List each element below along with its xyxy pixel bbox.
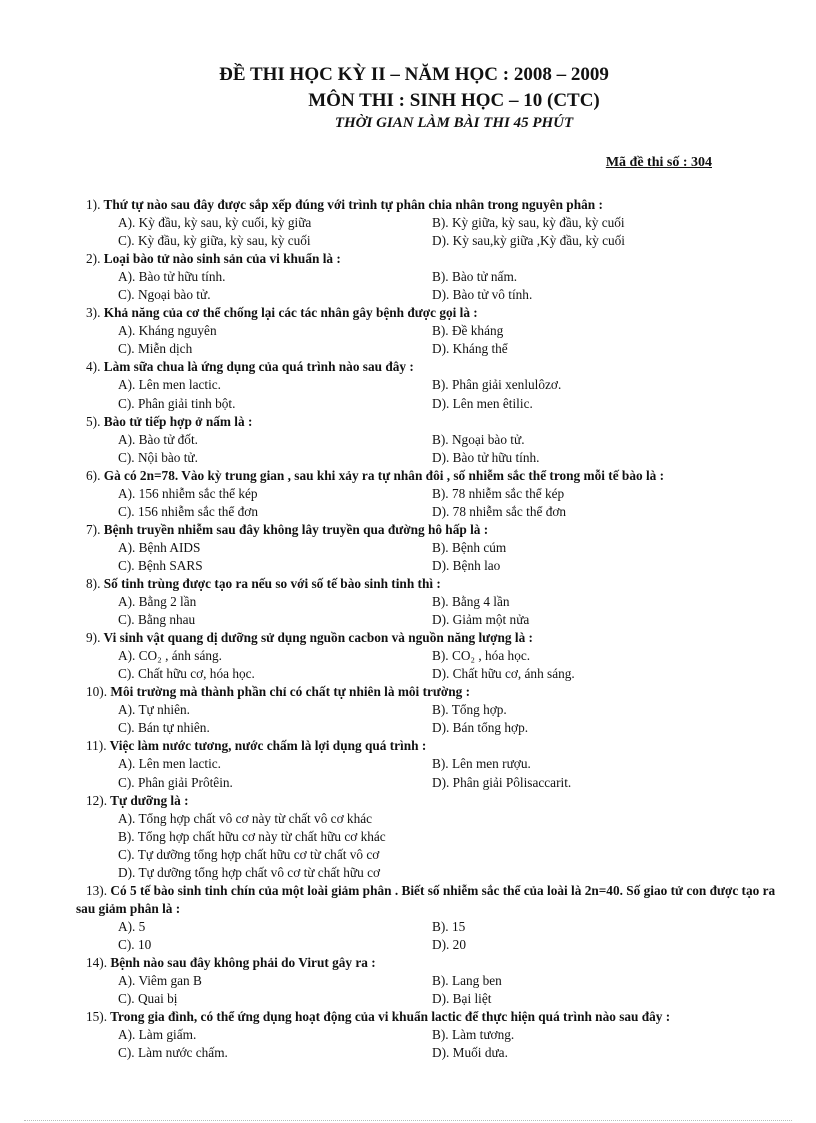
answer-option: B). Tổng hợp chất hữu cơ này từ chất hữu cơ khác: [118, 828, 386, 844]
question-number: 3).: [86, 305, 101, 321]
answer-option: D). Bệnh lao: [432, 557, 501, 573]
question-stem: Bào tử tiếp hợp ở nấm là :: [103, 413, 253, 429]
answer-option: D). Kháng thể: [432, 341, 508, 357]
question-number: 8).: [86, 575, 101, 591]
answer-option: B). Lên men rượu.: [432, 756, 531, 772]
question-stem: Số tinh trùng được tạo ra nếu so với số tế bào sinh tinh thì :: [103, 575, 441, 591]
question-number: 15).: [86, 1009, 108, 1025]
answer-option: C). Miễn dịch: [118, 341, 193, 357]
question-list: [76, 196, 786, 1062]
question-number: 1).: [86, 197, 101, 212]
answer-options: [86, 918, 786, 954]
answer-option: B). Đề kháng: [432, 323, 504, 339]
answer-option: D). 20: [432, 936, 466, 952]
answer-option: C). Kỳ đầu, kỳ giữa, kỳ sau, kỳ cuối: [118, 233, 311, 249]
question-stem: Loại bào tử nào sinh sản của vi khuẩn là :: [103, 251, 341, 267]
answer-option: C). Chất hữu cơ, hóa học.: [118, 666, 255, 682]
question-number: 9).: [86, 630, 101, 646]
page-bottom-divider: [24, 1120, 792, 1121]
question-stem: Trong gia đình, có thể ứng dụng hoạt động của vi khuẩn lactic để thực hiện quá trình nào sau đây :: [110, 1009, 671, 1025]
question-text: [86, 629, 786, 647]
question-text: [86, 792, 786, 810]
question-stem: Gà có 2n=78. Vào kỳ trung gian , sau khi xảy ra tự nhân đôi , số nhiễm sắc thể trong mỗi tế bào là :: [103, 467, 665, 483]
answer-option: D). Bào tử vô tính.: [432, 287, 533, 303]
answer-options: [86, 647, 786, 683]
question-item: [76, 882, 786, 954]
answer-option: A). Làm giấm.: [118, 1027, 197, 1043]
question-stem: Bệnh truyền nhiễm sau đây không lây truyền qua đường hô hấp là :: [103, 521, 489, 537]
exam-time: THỜI GIAN LÀM BÀI THI 45 PHÚT: [334, 115, 574, 131]
question-text: [86, 304, 786, 322]
question-stem: Tự dưỡng là :: [110, 792, 189, 808]
answer-options: [86, 431, 786, 467]
question-item: [86, 1008, 786, 1062]
question-number: 11).: [86, 738, 107, 754]
question-text: [86, 1008, 786, 1026]
question-text: [76, 882, 786, 918]
answer-options: [86, 268, 786, 304]
answer-option: A). 156 nhiễm sắc thể kép: [118, 485, 258, 501]
question-item: [86, 954, 786, 1008]
question-item: [86, 196, 786, 250]
answer-option: B). 15: [432, 918, 466, 934]
answer-option: C). Quai bị: [118, 991, 178, 1007]
answer-option: A). Kháng nguyên: [118, 323, 217, 339]
exam-title: ĐỀ THI HỌC KỲ II – NĂM HỌC : 2008 – 2009: [219, 64, 609, 85]
question-text: [86, 358, 786, 376]
question-stem: Vi sinh vật quang dị dưỡng sử dụng nguồn cacbon và nguồn năng lượng là :: [103, 630, 533, 646]
question-item: [86, 413, 786, 467]
answer-option: C). Bằng nhau: [118, 612, 196, 628]
answer-option: D). Kỳ sau,kỳ giữa ,Kỳ đầu, kỳ cuối: [432, 233, 625, 249]
question-stem: Làm sữa chua là ứng dụng của quá trình nào sau đây :: [103, 359, 414, 375]
question-item: [86, 737, 786, 791]
question-text: [86, 954, 786, 972]
answer-option: D). Lên men êtilic.: [432, 395, 533, 411]
answer-options: [86, 810, 786, 882]
answer-option: B). Phân giải xenlulôzơ.: [432, 377, 562, 393]
question-stem: Khả năng của cơ thể chống lại các tác nhân gây bệnh được gọi là :: [103, 305, 478, 321]
answer-option: D). Bại liệt: [432, 991, 492, 1007]
question-text: [86, 737, 786, 755]
question-item: [86, 575, 786, 629]
answer-options: [86, 701, 786, 737]
answer-option: A). Tổng hợp chất vô cơ này từ chất vô cơ khác: [118, 810, 373, 826]
answer-options: [86, 755, 786, 791]
answer-option: A). 5: [118, 918, 146, 934]
answer-option: C). 10: [118, 936, 152, 952]
answer-option: A). Bào tử đốt.: [118, 431, 198, 447]
answer-options: [86, 593, 786, 629]
answer-option: B). Kỳ giữa, kỳ sau, kỳ đầu, kỳ cuối: [432, 215, 625, 231]
question-item: [86, 792, 786, 882]
answer-option: D). Bán tổng hợp.: [432, 720, 529, 736]
answer-option: B). Bằng 4 lần: [432, 594, 510, 610]
answer-option: B). Tổng hợp.: [432, 702, 507, 718]
question-text: [86, 683, 786, 701]
question-item: [86, 521, 786, 575]
answer-option: A). Bào tử hữu tính.: [118, 269, 226, 285]
question-number: 10).: [86, 684, 108, 700]
answer-option: D). Chất hữu cơ, ánh sáng.: [432, 666, 575, 682]
answer-option: A). CO₂ , ánh sáng.: [118, 648, 222, 664]
answer-option: A). Tự nhiên.: [118, 702, 190, 718]
answer-option: C). Phân giải tinh bột.: [118, 395, 236, 411]
question-text: [86, 521, 786, 539]
answer-option: C). Bán tự nhiên.: [118, 720, 210, 736]
answer-option: C). Phân giải Prôtêin.: [118, 774, 233, 790]
answer-option: C). Tự dưỡng tổng hợp chất hữu cơ từ chất vô cơ: [118, 846, 380, 862]
answer-option: C). Bệnh SARS: [118, 557, 203, 573]
answer-options: [86, 539, 786, 575]
question-number: 2).: [86, 251, 101, 267]
answer-option: B). Lang ben: [432, 973, 502, 989]
question-text: [86, 196, 786, 214]
answer-option: A). Lên men lactic.: [118, 756, 222, 772]
answer-option: A). Kỳ đầu, kỳ sau, kỳ cuối, kỳ giữa: [118, 215, 312, 231]
exam-code: Mã đề thi số : 304: [605, 155, 712, 170]
answer-option: C). Ngoại bào tử.: [118, 287, 211, 303]
answer-option: D). Phân giải Pôlisaccarit.: [432, 774, 572, 790]
question-number: 7).: [86, 521, 101, 537]
answer-option: C). Làm nước chấm.: [118, 1045, 228, 1061]
answer-option: B). Bào tử nấm.: [432, 269, 518, 285]
answer-options: [86, 322, 786, 358]
answer-option: D). Muối dưa.: [432, 1045, 508, 1061]
question-item: [86, 629, 786, 683]
question-number: 6).: [86, 467, 101, 483]
question-item: [86, 683, 786, 737]
question-item: [86, 358, 786, 412]
answer-options: [86, 376, 786, 412]
question-item: [86, 304, 786, 358]
question-text: [86, 467, 786, 485]
question-stem: Có 5 tế bào sinh tinh chín của một loài giảm phân . Biết số nhiễm sắc thể của loài là 2n=40. Số giao tử con được tạo ra sau giảm phân là :: [76, 882, 776, 916]
question-number: 5).: [86, 413, 101, 429]
answer-option: C). Nội bào tử.: [118, 449, 198, 465]
answer-options: [86, 1026, 786, 1062]
answer-option: A). Viêm gan B: [118, 973, 202, 989]
answer-option: A). Lên men lactic.: [118, 377, 222, 393]
answer-options: [86, 214, 786, 250]
answer-option: B). Bệnh cúm: [432, 539, 507, 555]
answer-options: [86, 485, 786, 521]
answer-option: A). Bằng 2 lần: [118, 594, 197, 610]
question-text: [86, 413, 786, 431]
question-stem: Môi trường mà thành phần chỉ có chất tự nhiên là môi trường :: [110, 684, 471, 700]
question-stem: Việc làm nước tương, nước chấm là lợi dụng quá trình :: [109, 738, 427, 754]
question-stem: Bệnh nào sau đây không phải do Virut gây ra :: [110, 954, 376, 970]
answer-option: B). Làm tương.: [432, 1027, 515, 1043]
answer-option: D). 78 nhiễm sắc thể đơn: [432, 503, 567, 519]
question-item: [86, 250, 786, 304]
answer-option: B). Ngoại bào tử.: [432, 431, 525, 447]
question-stem: Thứ tự nào sau đây được sắp xếp đúng với trình tự phân chia nhân trong nguyên phân :: [103, 197, 603, 212]
answer-option: B). CO₂ , hóa học.: [432, 648, 531, 664]
question-number: 13).: [86, 882, 108, 898]
answer-option: A). Bệnh AIDS: [118, 539, 201, 555]
question-number: 14).: [86, 954, 108, 970]
answer-option: D). Tự dưỡng tổng hợp chất vô cơ từ chất hữu cơ: [118, 864, 381, 880]
question-text: [86, 575, 786, 593]
question-number: 4).: [86, 359, 101, 375]
answer-option: B). 78 nhiễm sắc thể kép: [432, 485, 565, 501]
answer-options: [86, 972, 786, 1008]
question-text: [86, 250, 786, 268]
question-item: [86, 467, 786, 521]
answer-option: D). Giảm một nửa: [432, 612, 530, 628]
exam-subject: MÔN THI : SINH HỌC – 10 (CTC): [308, 90, 600, 111]
answer-option: C). 156 nhiễm sắc thể đơn: [118, 503, 258, 519]
question-number: 12).: [86, 792, 108, 808]
answer-option: D). Bào tử hữu tính.: [432, 449, 540, 465]
